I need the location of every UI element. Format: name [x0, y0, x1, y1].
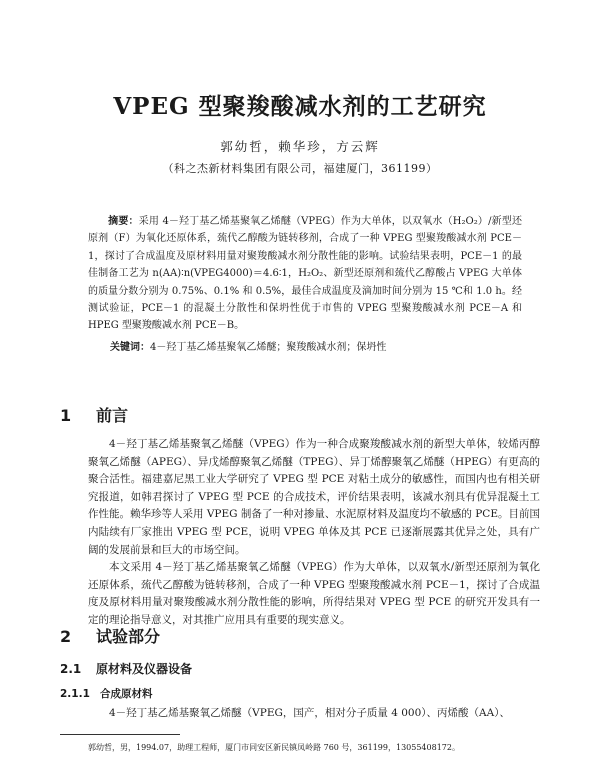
- abstract: [88, 213, 522, 335]
- section-1-para-1: 4－羟丁基乙烯基聚氧乙烯醚（VPEG）作为一种合成聚羧酸减水剂的新型大单体，较烯丙醇聚氧乙烯醚（APEG）、异戊烯醇聚氧乙烯醚（TPEG）、异丁烯醇聚氧乙烯醚（HPEG）有更高的聚合活性。福建嘉尼黑工业大学研究了 VPEG 型 PCE 对粘土成分的敏感性，而国内也有相关研究报道，如韩君探讨了 VPEG 型 PCE 的合成技术，评价结果表明，该减水剂具有优异混凝土工作性能。赖华珍等人采用 VPEG 制备了一种对掺量、水泥原材料及温度均不敏感的 PCE。目前国内陆续有厂家推出 VPEG 型 PCE，说明 VPEG 单体及其 PCE 已逐渐展露其优异之处，具有广阔的发展前景和巨大的市场空间。: [88, 438, 540, 556]
- subsection-2-1-1-title: 合成原材料: [100, 688, 153, 700]
- section-2-body: [88, 705, 540, 723]
- paper-title: VPEG 型聚羧酸减水剂的工艺研究: [113, 93, 487, 120]
- keywords: [110, 338, 522, 353]
- subsection-2-1-1-number: 2.1.1: [60, 688, 90, 700]
- subsection-2-1-title: 原材料及仪器设备: [96, 662, 193, 676]
- section-2-para-1: 4－羟丁基乙烯基聚氧乙烯醚（VPEG，国产，相对分子质量 4 000）、丙烯酸（AA）、: [109, 707, 510, 719]
- section-1-heading: [60, 403, 128, 426]
- footnote: 郭幼哲，男，1994.07，助理工程师，厦门市同安区新民镇凤岭路 760 号，361199，13055408172。: [88, 743, 460, 752]
- affiliation: （科之杰新材料集团有限公司，福建厦门，361199）: [162, 162, 438, 175]
- section-1-para-2: 本文采用 4－羟丁基乙烯基聚氧乙烯醚（VPEG）作为大单体，以双氧水/新型还原剂为氧化还原体系，巯代乙醇酸为链转移剂，合成了一种 VPEG 型聚羧酸减水剂 PCE－1，探讨了合成温度及原材料用量对聚羧酸减水剂分散性能的影响，所得结果对 VPEG 型 PCE 的研究开发具有一定的理论指导意义，对其推广应用具有重要的现实意义。: [88, 561, 540, 626]
- keywords-label: 关键词：: [110, 342, 150, 353]
- abstract-text: 采用 4－羟丁基乙烯基聚氧乙烯醚（VPEG）作为大单体，以双氧水（H₂O₂）/新型还原剂（F）为氧化还原体系，巯代乙醇酸为链转移剂，合成了一种 VPEG 型聚羧酸减水剂 PCE－1，探讨了合成温度及原材料用量对聚羧酸减水剂分散性能的影响。试验结果表明，PCE－1 的最佳制备工艺为 n(AA)∶n(VPEG4000)＝4.6∶1，H₂O₂、新型还原剂和巯代乙醇酸占 VPEG 大单体的质量分数分别为 0.75%、0.1% 和 0.5%，最佳合成温度及滴加时间分别为 15 ℃和 1.0 h。经测试验证，PCE－1 的混凝土分散性和保坍性优于市售的 VPEG 型聚羧酸减水剂 PCE－A 和 HPEG 型聚羧酸减水剂 PCE－B。: [88, 216, 522, 332]
- section-1-body: [88, 436, 540, 630]
- section-2-title: 试验部分: [96, 627, 161, 646]
- subsection-2-1-1-heading: [60, 686, 153, 701]
- section-1-number: 1: [60, 406, 72, 425]
- authors: 郭幼哲，赖华珍，方云辉: [220, 139, 380, 154]
- abstract-label: 摘要：: [108, 216, 139, 227]
- subsection-2-1-heading: [60, 660, 192, 677]
- section-2-number: 2: [60, 627, 72, 646]
- subsection-2-1-number: 2.1: [60, 662, 82, 676]
- section-1-title: 前言: [96, 406, 129, 425]
- footnote-rule: [60, 734, 180, 735]
- section-2-heading: [60, 624, 160, 647]
- keywords-text: 4－羟丁基乙烯基聚氧乙烯醚；聚羧酸减水剂；保坍性: [150, 342, 387, 353]
